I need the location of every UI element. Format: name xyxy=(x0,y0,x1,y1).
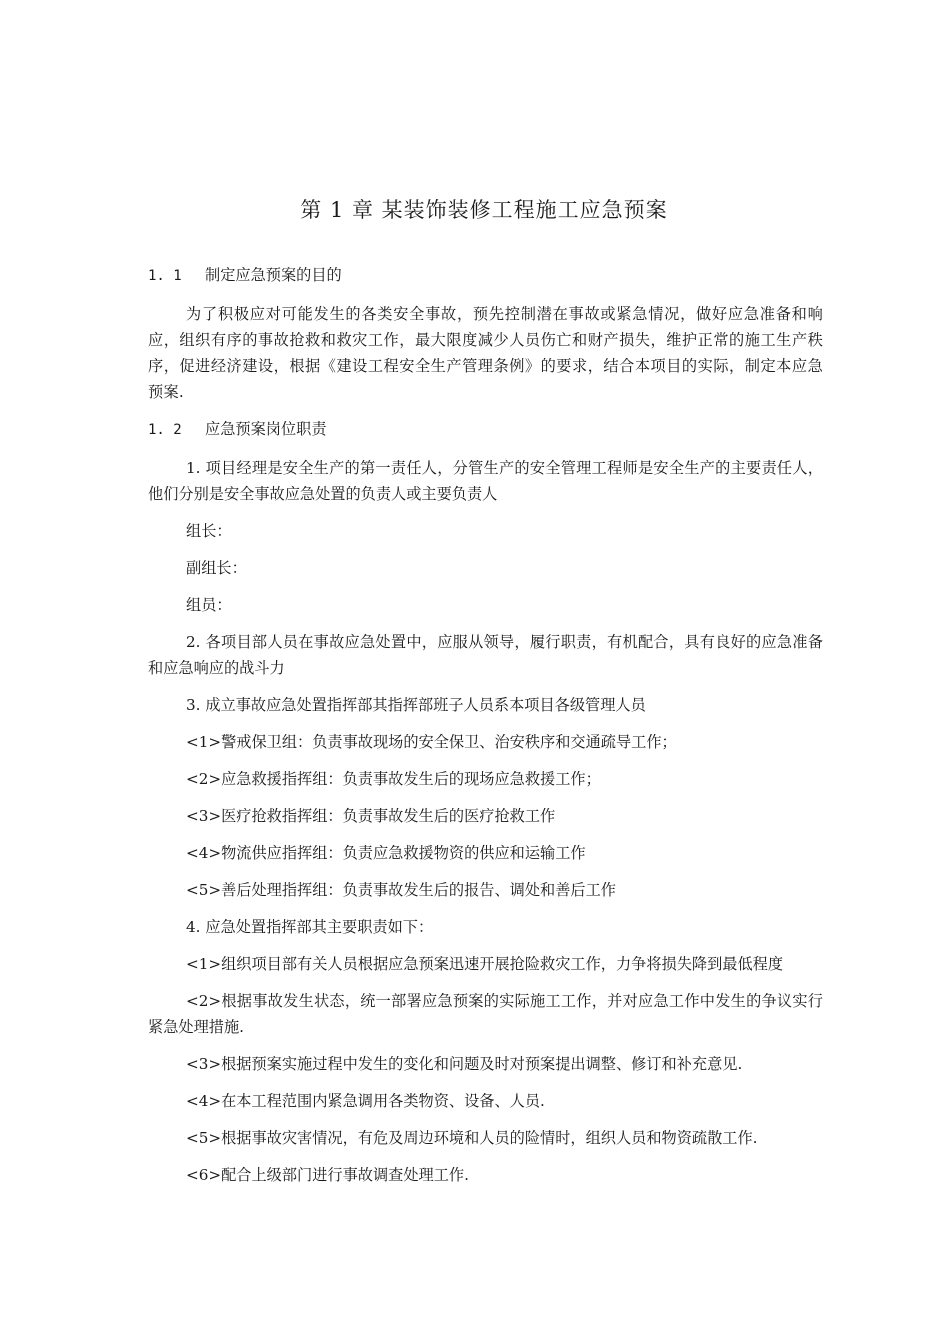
section-title: 应急预案岗位职责 xyxy=(205,420,327,438)
responsibility-item-3: 3. 成立事故应急处置指挥部其指挥部班子人员系本项目各级管理人员 xyxy=(186,696,646,714)
team-item: <4>物流供应指挥组：负责应急救援物资的供应和运输工作 xyxy=(186,844,586,862)
document-body xyxy=(148,262,823,1199)
duty-item: <3>根据预案实施过程中发生的变化和问题及时对预案提出调整、修订和补充意见. xyxy=(186,1055,743,1073)
section-heading-1-1 xyxy=(148,262,823,289)
section-title: 制定应急预案的目的 xyxy=(205,266,342,284)
team-item: <1>警戒保卫组：负责事故现场的安全保卫、治安秩序和交通疏导工作； xyxy=(186,733,677,751)
duty-item: <4>在本工程范围内紧急调用各类物资、设备、人员. xyxy=(186,1092,545,1110)
responsibility-item-4: 4. 应急处置指挥部其主要职责如下： xyxy=(186,918,434,936)
deputy-leader-line: 副组长： xyxy=(186,559,247,577)
document-title: 第 1 章 某装饰装修工程施工应急预案 xyxy=(300,198,668,222)
team-item: <2>应急救援指挥组：负责事故发生后的现场应急救援工作； xyxy=(186,770,601,788)
responsibility-item-2: 2. 各项目部人员在事故应急处置中，应服从领导，履行职责，有机配合，具有良好的应急准备和应急响应的战斗力 xyxy=(148,633,823,677)
purpose-paragraph: 为了积极应对可能发生的各类安全事故，预先控制潜在事故或紧急情况，做好应急准备和响应，组织有序的事故抢救和救灾工作，最大限度减少人员伤亡和财产损失，维护正常的施工生产秩序，促进经济建设，根据《建设工程安全生产管理条例》的要求，结合本项目的实际，制定本应急预案. xyxy=(148,305,823,401)
section-number: 1. 1 xyxy=(148,268,182,284)
members-line: 组员： xyxy=(186,596,232,614)
duty-item: <1>组织项目部有关人员根据应急预案迅速开展抢险救灾工作，力争将损失降到最低程度 xyxy=(186,955,784,973)
group-leader-line: 组长： xyxy=(186,522,232,540)
team-item: <3>医疗抢救指挥组：负责事故发生后的医疗抢救工作 xyxy=(186,807,556,825)
responsibility-item-1: 1. 项目经理是安全生产的第一责任人，分管生产的安全管理工程师是安全生产的主要责任人，他们分别是安全事故应急处置的负责人或主要负责人 xyxy=(148,459,823,503)
team-item: <5>善后处理指挥组：负责事故发生后的报告、调处和善后工作 xyxy=(186,881,616,899)
duty-item: <2>根据事故发生状态，统一部署应急预案的实际施工工作，并对应急工作中发生的争议实行紧急处理措施. xyxy=(148,992,823,1036)
duty-item: <5>根据事故灾害情况，有危及周边环境和人员的险情时，组织人员和物资疏散工作. xyxy=(186,1129,758,1147)
section-number: 1. 2 xyxy=(148,422,182,438)
section-heading-1-2 xyxy=(148,416,823,443)
duty-item: <6>配合上级部门进行事故调查处理工作. xyxy=(186,1166,469,1184)
